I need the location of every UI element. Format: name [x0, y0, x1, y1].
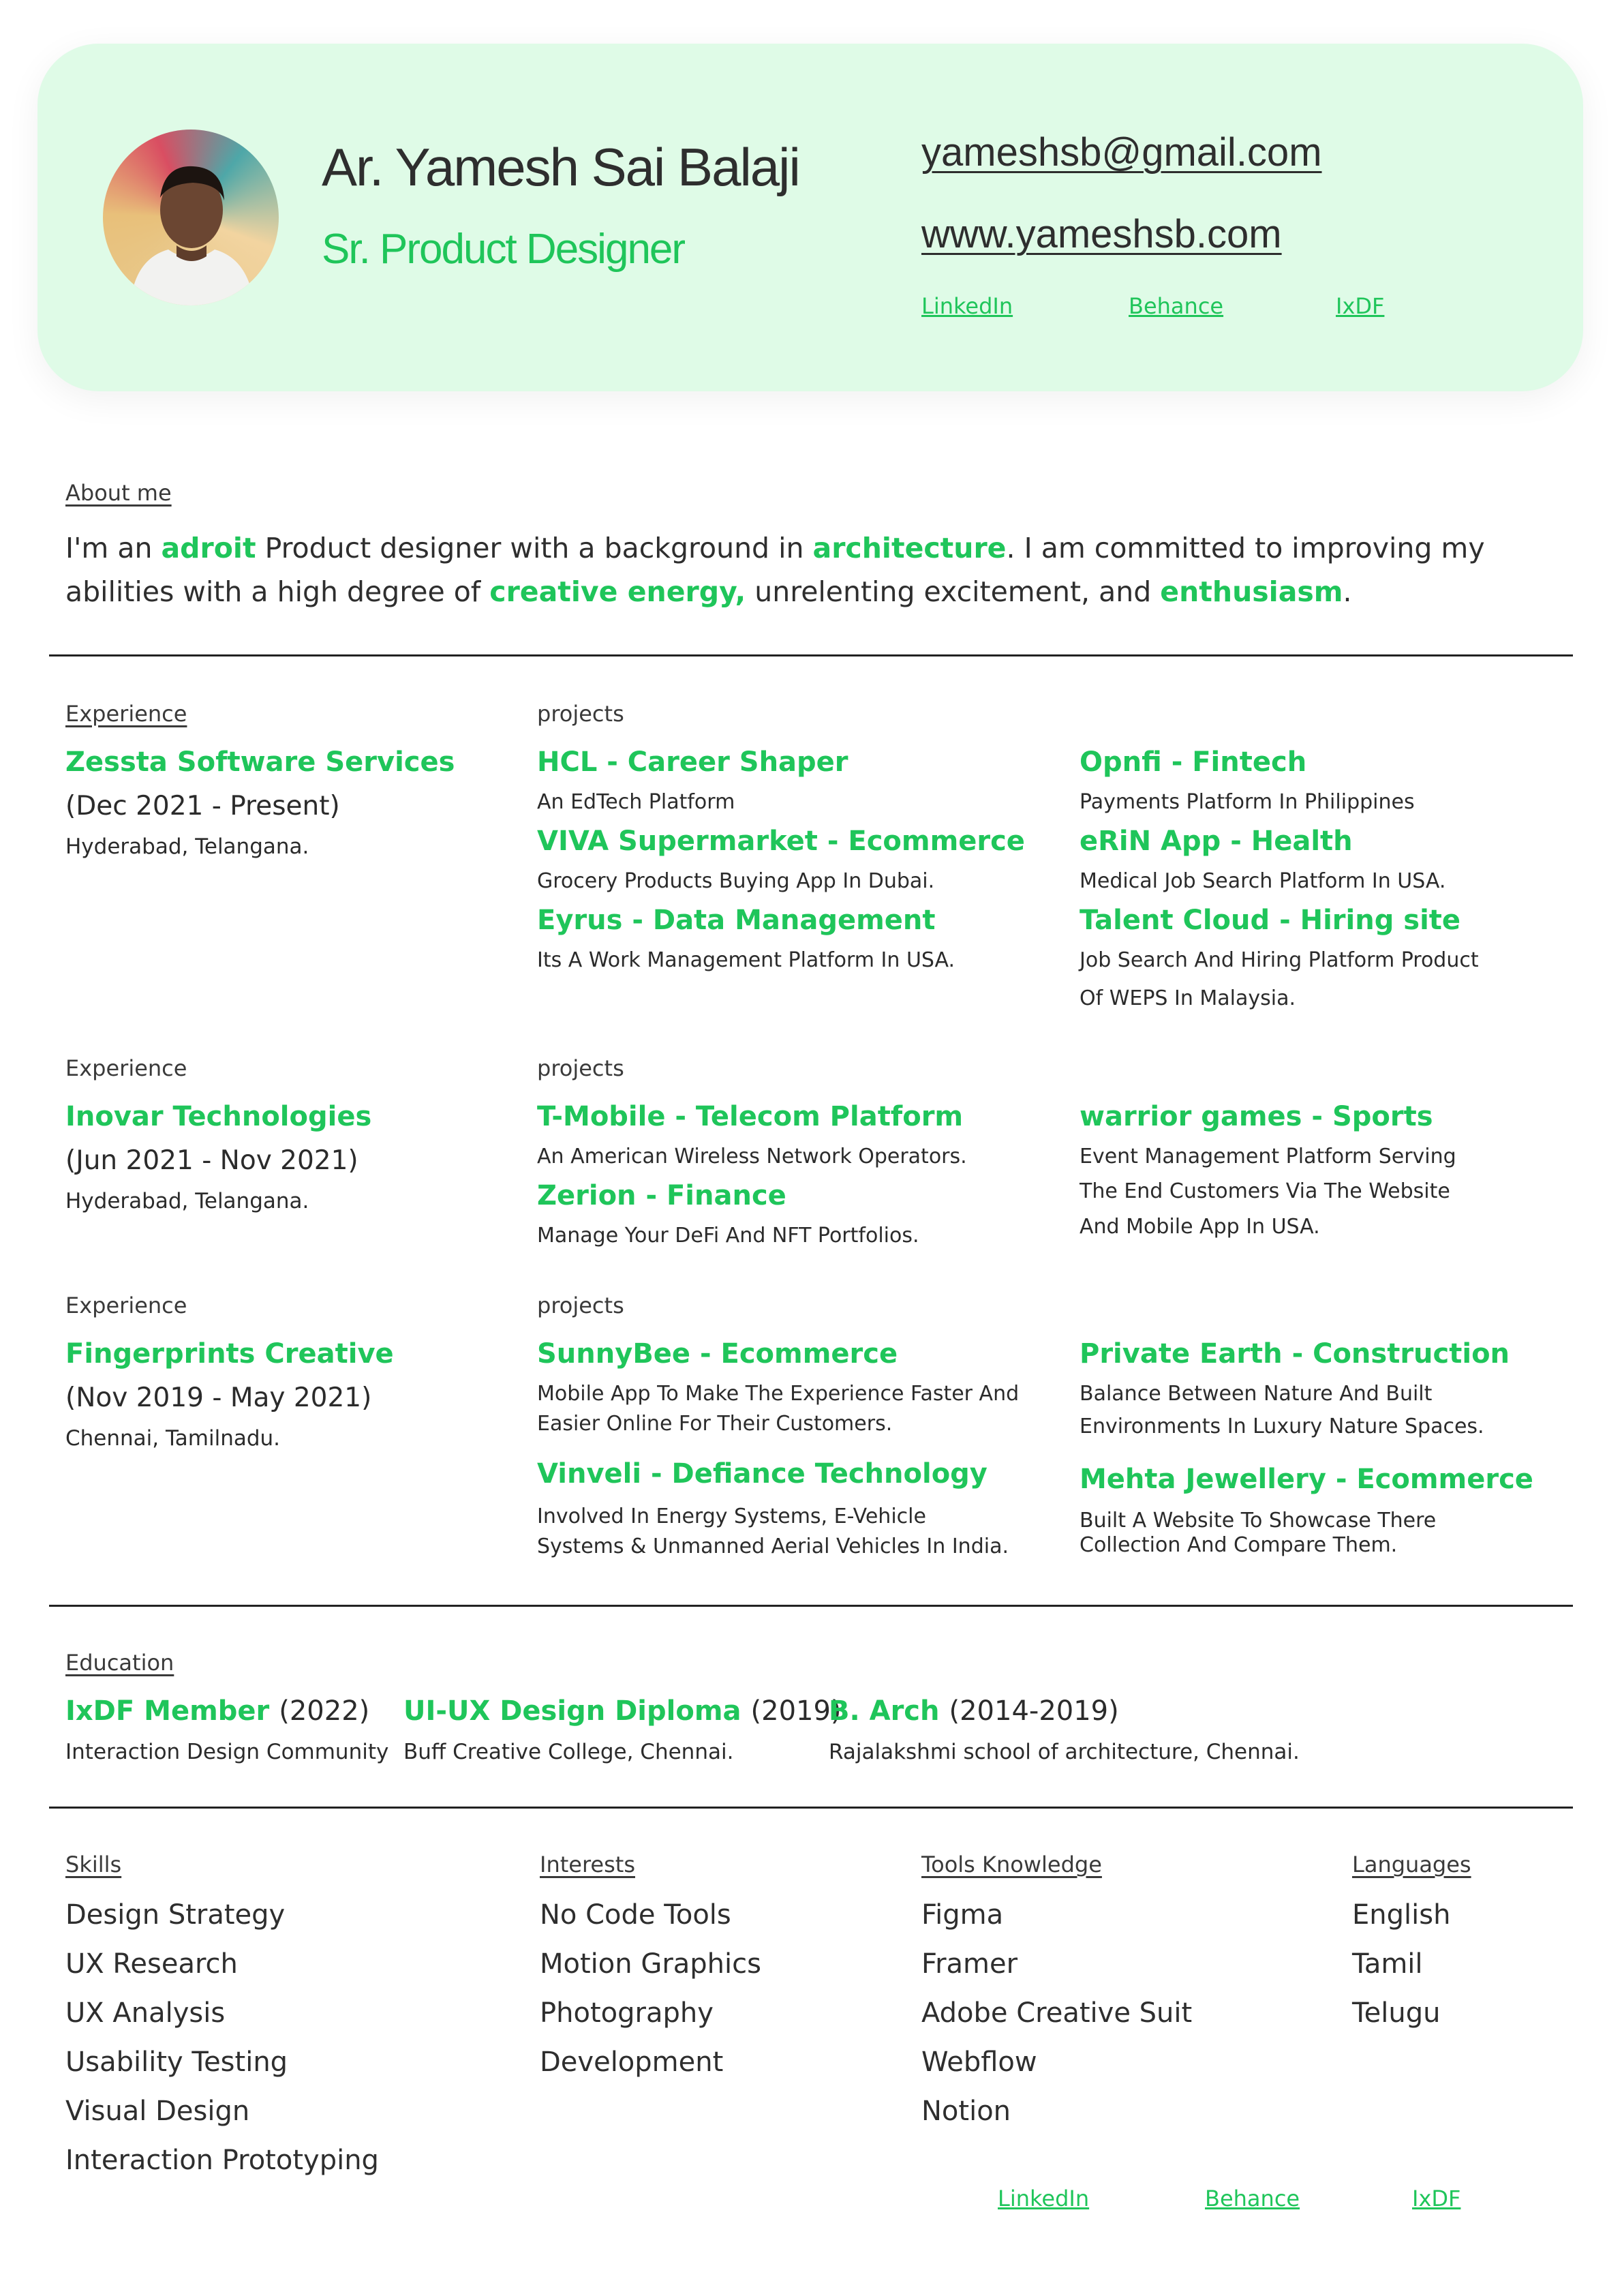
project-desc: Balance Between Nature And Built — [1080, 1382, 1433, 1406]
job-location: Hyderabad, Telangana. — [65, 834, 309, 859]
experience-label: Experience — [65, 1293, 187, 1318]
language-item: Tamil — [1352, 1948, 1423, 1980]
education-desc: Rajalakshmi school of architecture, Chennai. — [829, 1740, 1300, 1764]
company-name: Zessta Software Services — [65, 746, 455, 778]
project-title: Eyrus - Data Management — [537, 905, 936, 936]
project-desc: Easier Online For Their Customers. — [537, 1412, 893, 1436]
about-highlight: adroit — [161, 532, 256, 564]
project-desc: Job Search And Hiring Platform Product — [1080, 948, 1479, 972]
education-desc: Buff Creative College, Chennai. — [403, 1740, 734, 1764]
person-name: Ar. Yamesh Sai Balaji — [322, 137, 799, 197]
header-link-ixdf[interactable]: IxDF — [1336, 293, 1385, 319]
project-desc: Mobile App To Make The Experience Faster And — [537, 1382, 1020, 1406]
job-location: Hyderabad, Telangana. — [65, 1189, 309, 1213]
employment-dates: (Dec 2021 - Present) — [65, 791, 340, 821]
education-item — [403, 1695, 842, 1727]
about-text-part: . I am committed to improving my abilities with a high degree of — [65, 532, 1485, 608]
education-year: (2014-2019) — [949, 1695, 1119, 1727]
interest-item: Motion Graphics — [540, 1948, 761, 1980]
employment-dates: (Jun 2021 - Nov 2021) — [65, 1145, 358, 1176]
project-desc: Of WEPS In Malaysia. — [1080, 986, 1296, 1010]
project-desc: Grocery Products Buying App In Dubai. — [537, 869, 935, 893]
project-desc: Its A Work Management Platform In USA. — [537, 948, 955, 972]
about-highlight: architecture — [812, 532, 1007, 564]
project-title: warrior games - Sports — [1080, 1101, 1433, 1132]
footer-link-behance[interactable]: Behance — [1205, 2186, 1300, 2211]
header-link-linkedin[interactable]: LinkedIn — [921, 293, 1013, 319]
interest-item: No Code Tools — [540, 1899, 731, 1931]
project-desc: Environments In Luxury Nature Spaces. — [1080, 1415, 1484, 1438]
project-desc: An American Wireless Network Operators. — [537, 1145, 967, 1168]
skill-item: UX Analysis — [65, 1997, 226, 2029]
projects-label: projects — [537, 1293, 624, 1318]
footer-link-ixdf[interactable]: IxDF — [1412, 2186, 1461, 2211]
tools-label: Tools Knowledge — [921, 1852, 1102, 1877]
section-divider — [49, 654, 1573, 656]
header-link-behance[interactable]: Behance — [1129, 293, 1224, 319]
languages-label: Languages — [1352, 1852, 1471, 1877]
interest-item: Photography — [540, 1997, 714, 2029]
footer-link-linkedin[interactable]: LinkedIn — [998, 2186, 1090, 2211]
tool-item: Webflow — [921, 2046, 1037, 2078]
skill-item: Design Strategy — [65, 1899, 286, 1931]
project-desc: Built A Website To Showcase There — [1080, 1509, 1437, 1532]
tool-item: Notion — [921, 2096, 1011, 2127]
project-desc: Collection And Compare Them. — [1080, 1533, 1398, 1557]
company-name: Fingerprints Creative — [65, 1338, 394, 1370]
projects-label: projects — [537, 701, 624, 727]
language-item: English — [1352, 1899, 1451, 1931]
education-item — [65, 1695, 369, 1727]
education-item — [829, 1695, 1119, 1727]
education-title: IxDF Member — [65, 1695, 270, 1727]
employment-dates: (Nov 2019 - May 2021) — [65, 1383, 372, 1413]
education-title: UI-UX Design Diploma — [403, 1695, 741, 1727]
about-highlight: enthusiasm — [1160, 575, 1343, 608]
project-title: SunnyBee - Ecommerce — [537, 1338, 898, 1370]
education-title: B. Arch — [829, 1695, 940, 1727]
project-title: Vinveli - Defiance Technology — [537, 1458, 988, 1490]
job-title: Sr. Product Designer — [322, 226, 685, 273]
tool-item: Framer — [921, 1948, 1018, 1980]
skills-label: Skills — [65, 1852, 122, 1877]
tool-item: Adobe Creative Suit — [921, 1997, 1193, 2029]
project-title: VIVA Supermarket - Ecommerce — [537, 826, 1025, 857]
education-label: Education — [65, 1650, 174, 1676]
project-title: eRiN App - Health — [1080, 826, 1353, 857]
experience-label: Experience — [65, 1055, 187, 1081]
tool-item: Figma — [921, 1899, 1004, 1931]
projects-label: projects — [537, 1055, 624, 1081]
education-year: (2022) — [279, 1695, 370, 1727]
project-title: Opnfi - Fintech — [1080, 746, 1307, 778]
project-desc: And Mobile App In USA. — [1080, 1215, 1320, 1239]
project-desc: An EdTech Platform — [537, 790, 735, 814]
project-desc: Medical Job Search Platform In USA. — [1080, 869, 1446, 893]
project-title: Zerion - Finance — [537, 1180, 786, 1211]
profile-avatar — [103, 130, 279, 305]
project-desc: Systems & Unmanned Aerial Vehicles In India. — [537, 1535, 1009, 1558]
website-link[interactable]: www.yameshsb.com — [921, 212, 1282, 256]
about-text-part: unrelenting excitement, and — [746, 575, 1161, 608]
job-location: Chennai, Tamilnadu. — [65, 1426, 281, 1451]
about-highlight: creative energy, — [489, 575, 746, 608]
person-photo-icon — [103, 130, 279, 305]
project-desc: Involved In Energy Systems, E-Vehicle — [537, 1505, 926, 1528]
skill-item: Visual Design — [65, 2096, 250, 2127]
language-item: Telugu — [1352, 1997, 1441, 2029]
project-title: T-Mobile - Telecom Platform — [537, 1101, 964, 1132]
project-desc: Event Management Platform Serving — [1080, 1145, 1456, 1168]
section-divider — [49, 1807, 1573, 1809]
experience-label: Experience — [65, 701, 187, 727]
project-title: Talent Cloud - Hiring site — [1080, 905, 1461, 936]
about-text-part: I'm an — [65, 532, 162, 564]
interest-item: Development — [540, 2046, 724, 2078]
skill-item: UX Research — [65, 1948, 238, 1980]
about-text-part: . — [1343, 575, 1352, 608]
project-title: Mehta Jewellery - Ecommerce — [1080, 1464, 1533, 1495]
interests-label: Interests — [540, 1852, 635, 1877]
skill-item: Usability Testing — [65, 2046, 288, 2078]
section-divider — [49, 1605, 1573, 1607]
education-year: (2019) — [750, 1695, 842, 1727]
skill-item: Interaction Prototyping — [65, 2145, 379, 2176]
email-link[interactable]: yameshsb@gmail.com — [921, 130, 1322, 175]
company-name: Inovar Technologies — [65, 1101, 372, 1132]
about-text-part: Product designer with a background in — [256, 532, 813, 564]
project-desc: Payments Platform In Philippines — [1080, 790, 1415, 814]
project-title: HCL - Career Shaper — [537, 746, 848, 778]
about-label: About me — [65, 480, 172, 506]
project-title: Private Earth - Construction — [1080, 1338, 1510, 1370]
project-desc: Manage Your DeFi And NFT Portfolios. — [537, 1224, 919, 1248]
about-text — [65, 526, 1565, 614]
education-desc: Interaction Design Community — [65, 1740, 389, 1764]
project-desc: The End Customers Via The Website — [1080, 1179, 1450, 1203]
